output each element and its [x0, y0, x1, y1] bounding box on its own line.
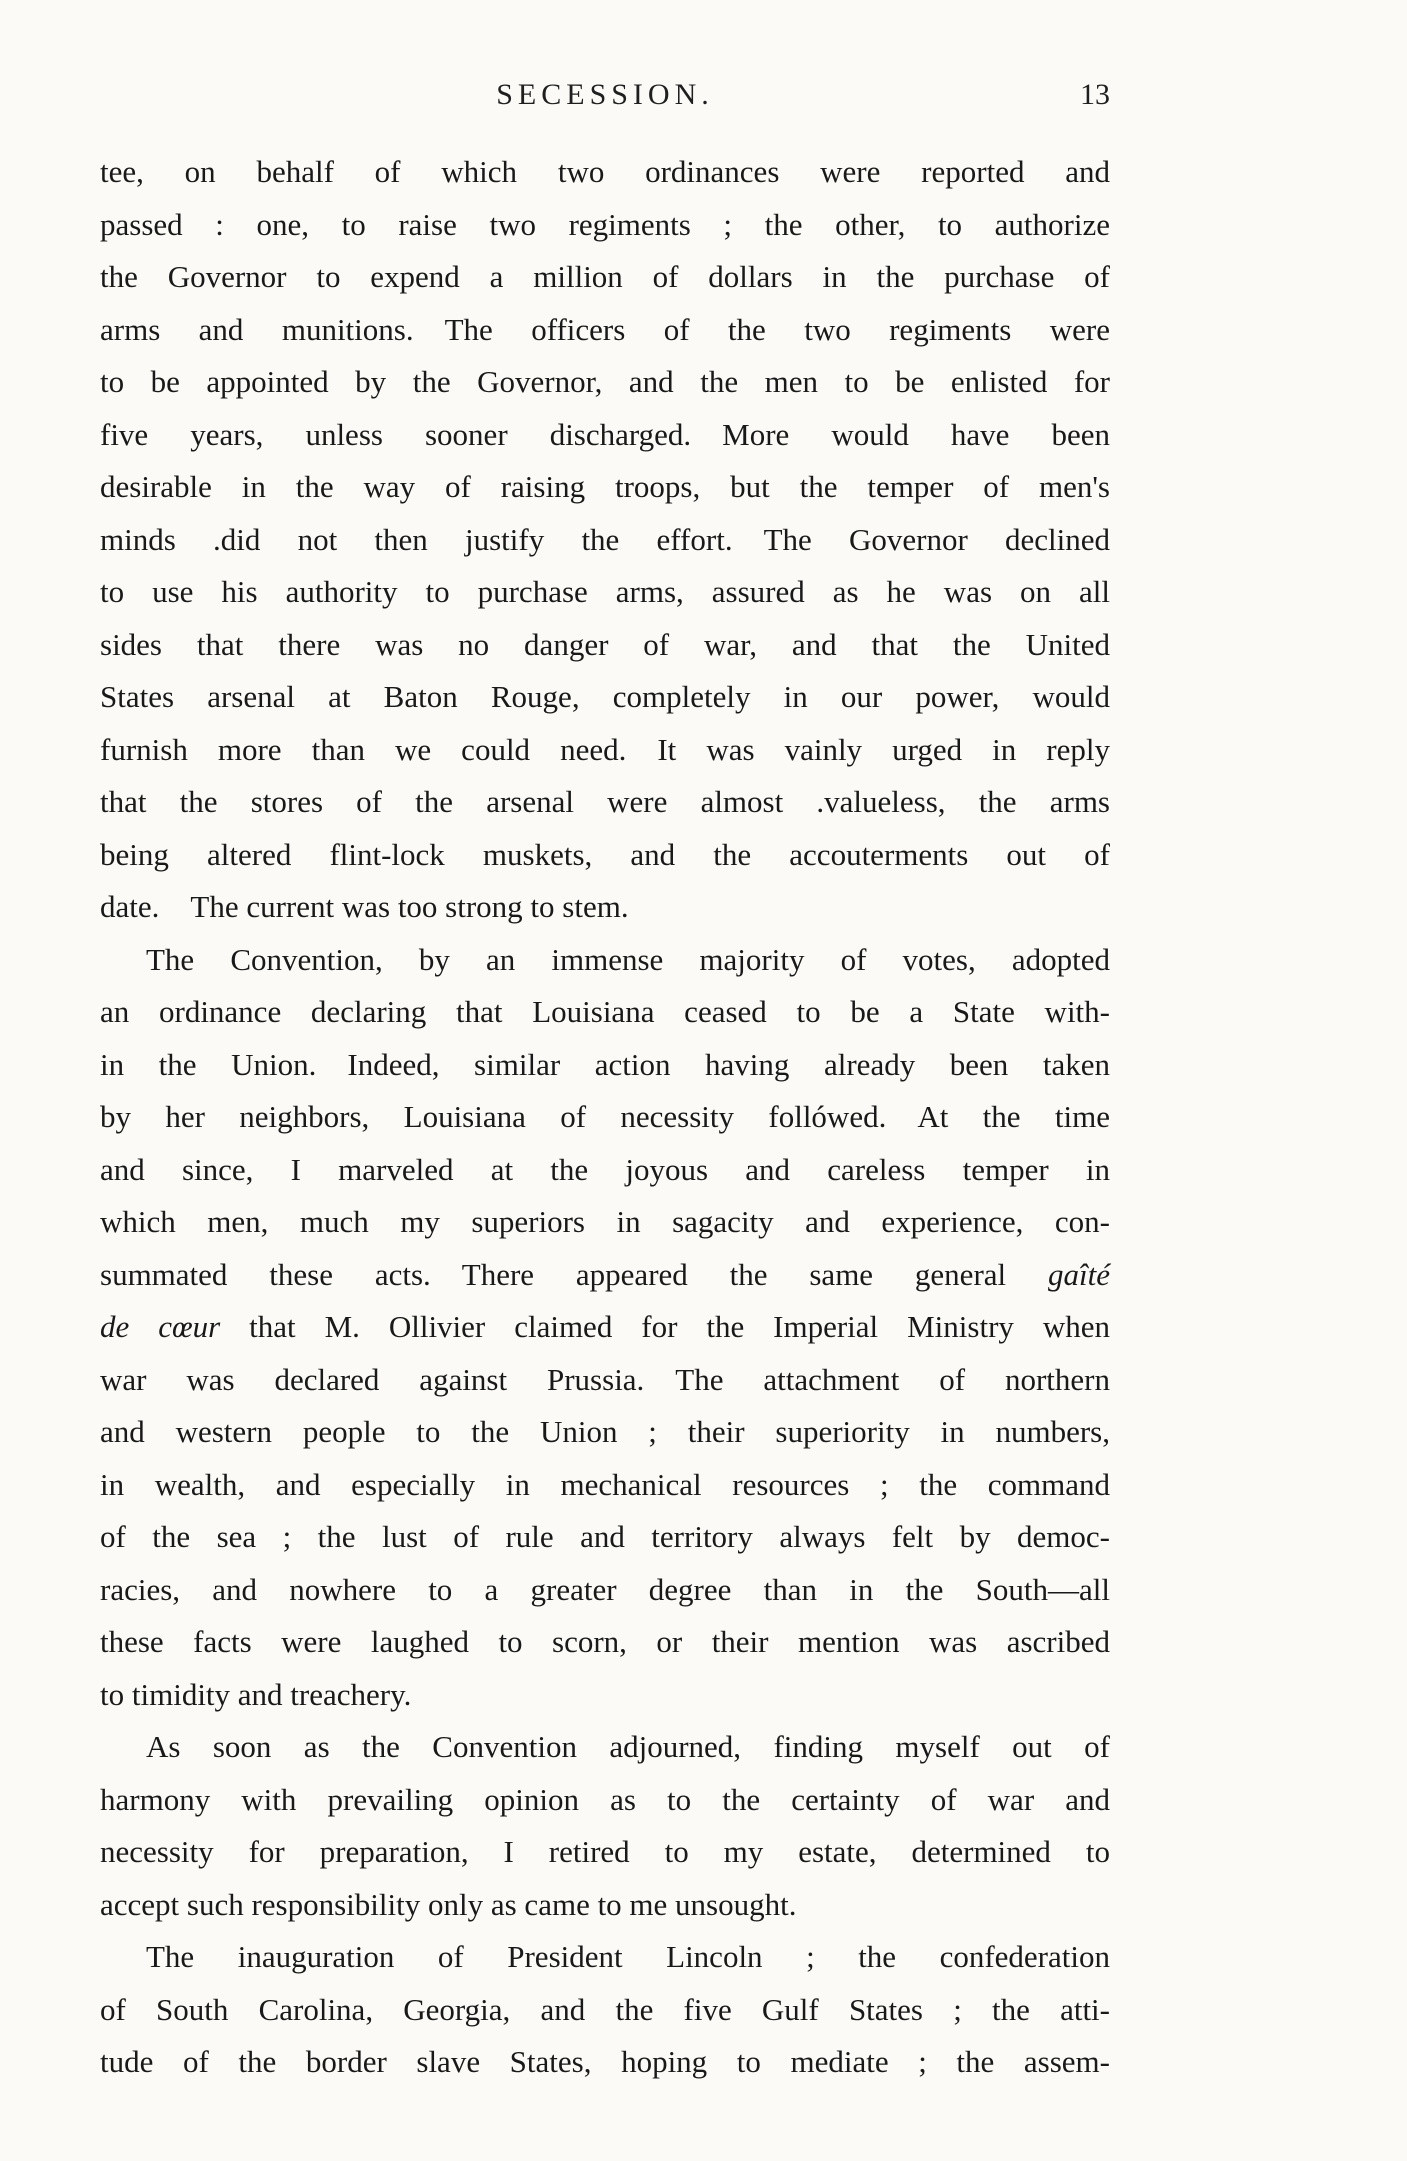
text-segment: and since, I marveled at the joyous and careless temper in	[100, 1151, 1110, 1187]
text-line	[100, 1826, 1110, 1879]
text-segment: furnish more than we could need. It was vainly urged in reply	[100, 731, 1110, 767]
text-line	[100, 776, 1110, 829]
text-line	[100, 251, 1110, 304]
text-line	[100, 1406, 1110, 1459]
text-line	[100, 514, 1110, 567]
text-segment: the Governor to expend a million of dollars in the purchase of	[100, 259, 1110, 294]
text-line	[100, 1774, 1110, 1827]
text-segment: and western people to the Union ; their superiority in numbers,	[100, 1414, 1110, 1449]
text-segment: date. The current was too strong to stem.	[100, 889, 629, 924]
page-body	[100, 146, 1110, 2089]
paragraph	[100, 934, 1110, 1722]
running-header	[100, 78, 1110, 122]
text-line	[100, 671, 1110, 724]
text-segment: that the stores of the arsenal were almost .valueless, the arms	[100, 784, 1110, 819]
text-segment: an ordinance declaring that Louisiana ceased to be a State with-	[100, 994, 1110, 1029]
text-line	[100, 1301, 1110, 1354]
text-line	[100, 1669, 1110, 1722]
paragraph	[100, 1721, 1110, 1931]
text-line	[100, 461, 1110, 514]
text-line	[100, 986, 1110, 1039]
text-line	[100, 146, 1110, 199]
text-line	[100, 1721, 1110, 1774]
paragraph	[100, 146, 1110, 934]
text-line	[100, 1039, 1110, 1092]
page-number: 13	[1080, 78, 1110, 111]
text-segment: racies, and nowhere to a greater degree than in the South—all	[100, 1571, 1110, 1607]
italic-text: de cœur	[100, 1309, 221, 1344]
text-line	[100, 1879, 1110, 1932]
text-line	[100, 724, 1110, 777]
text-line	[100, 409, 1110, 462]
text-segment: tee, on behalf of which two ordinances were reported and	[100, 154, 1110, 189]
text-line	[100, 1249, 1110, 1302]
text-segment: to timidity and treachery.	[100, 1676, 412, 1712]
text-segment: States arsenal at Baton Rouge, completely in our power, would	[100, 679, 1110, 714]
text-line	[100, 356, 1110, 409]
text-segment: which men, much my superiors in sagacity and experience, con-	[100, 1204, 1110, 1239]
text-line	[100, 881, 1110, 934]
text-line	[100, 1144, 1110, 1197]
text-segment: in the Union. Indeed, similar action having already been taken	[100, 1046, 1110, 1082]
text-segment: As soon as the Convention adjourned, finding myself out of	[146, 1729, 1110, 1764]
text-segment: in wealth, and especially in mechanical resources ; the command	[100, 1466, 1110, 1502]
text-segment: to be appointed by the Governor, and the men to be enlisted for	[100, 364, 1110, 399]
text-line	[100, 199, 1110, 252]
text-segment: passed : one, to raise two regiments ; the other, to authorize	[100, 206, 1110, 242]
text-line	[100, 1984, 1110, 2037]
text-line	[100, 1931, 1110, 1984]
text-line	[100, 934, 1110, 987]
text-segment: desirable in the way of raising troops, but the temper of men's	[100, 469, 1110, 504]
paragraph	[100, 1931, 1110, 2089]
text-segment: The Convention, by an immense majority of votes, adopted	[146, 941, 1110, 977]
text-segment: summated these acts. There appeared the same general	[100, 1256, 1048, 1292]
text-line	[100, 1091, 1110, 1144]
text-line	[100, 566, 1110, 619]
text-line	[100, 829, 1110, 882]
text-segment: war was declared against Prussia. The attachment of northern	[100, 1361, 1110, 1397]
text-line	[100, 2036, 1110, 2089]
text-segment: being altered flint-lock muskets, and the accouterments out of	[100, 836, 1110, 872]
text-line	[100, 1459, 1110, 1512]
text-segment: necessity for preparation, I retired to my estate, determined to	[100, 1834, 1110, 1869]
text-line	[100, 304, 1110, 357]
text-segment: that M. Ollivier claimed for the Imperial Ministry when	[220, 1309, 1110, 1344]
italic-text: gaîté	[1048, 1256, 1110, 1292]
text-segment: harmony with prevailing opinion as to the certainty of war and	[100, 1781, 1110, 1817]
text-segment: minds .did not then justify the effort. The Governor declined	[100, 521, 1110, 557]
text-segment: five years, unless sooner discharged. More would have been	[100, 416, 1110, 452]
text-line	[100, 1616, 1110, 1669]
text-segment: The inauguration of President Lincoln ; the confederation	[146, 1939, 1110, 1974]
text-segment: accept such responsibility only as came to me unsought.	[100, 1886, 797, 1922]
text-line	[100, 1564, 1110, 1617]
text-segment: of South Carolina, Georgia, and the five Gulf States ; the atti-	[100, 1991, 1110, 2027]
text-line	[100, 619, 1110, 672]
text-segment: to use his authority to purchase arms, assured as he was on all	[100, 574, 1110, 609]
text-segment: tude of the border slave States, hoping to mediate ; the assem-	[100, 2044, 1110, 2079]
text-segment: sides that there was no danger of war, and that the United	[100, 626, 1110, 662]
text-line	[100, 1196, 1110, 1249]
text-line	[100, 1354, 1110, 1407]
text-segment: by her neighbors, Louisiana of necessity follówed. At the time	[100, 1099, 1110, 1134]
page-title: SECESSION.	[496, 78, 714, 111]
text-line	[100, 1511, 1110, 1564]
text-segment: these facts were laughed to scorn, or their mention was ascribed	[100, 1624, 1110, 1659]
text-segment: of the sea ; the lust of rule and territory always felt by democ-	[100, 1519, 1110, 1554]
text-segment: arms and munitions. The officers of the two regiments were	[100, 311, 1110, 347]
